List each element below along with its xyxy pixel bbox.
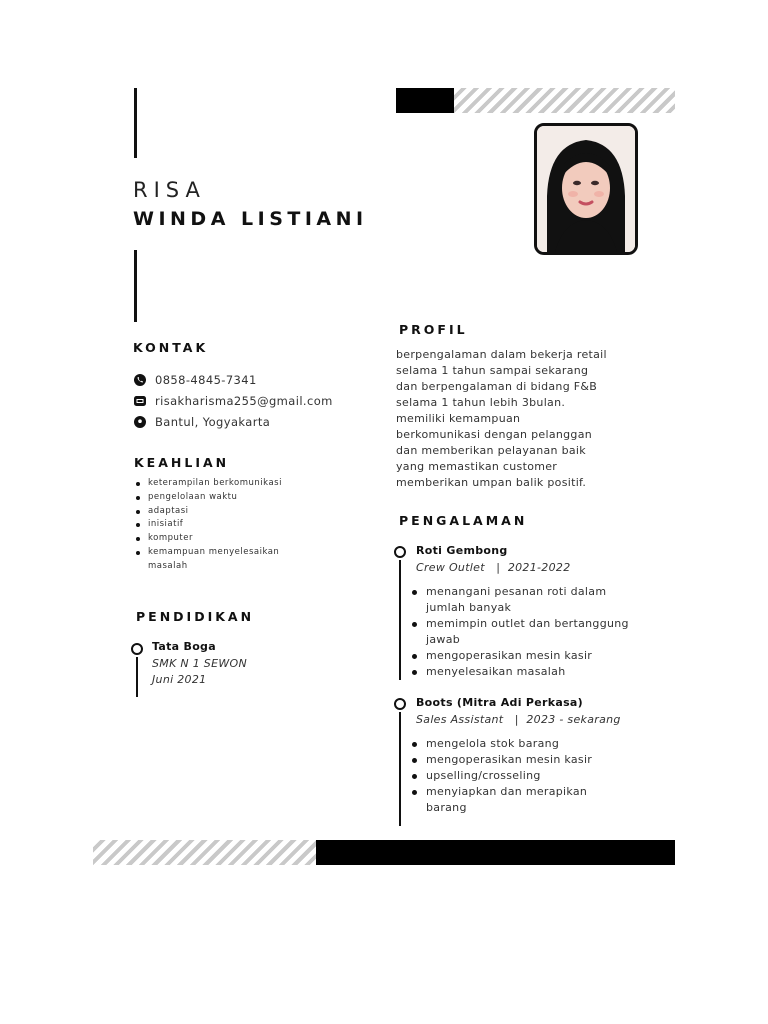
education-date: Juni 2021 — [152, 673, 207, 686]
skill-item: adaptasi — [134, 505, 304, 519]
job-task: menyelesaikan masalah — [411, 664, 631, 680]
email-address: risakharisma255@gmail.com — [155, 393, 333, 408]
job-task-list — [411, 736, 611, 816]
contact-heading: KONTAK — [133, 340, 209, 355]
first-name: RISA — [133, 178, 206, 202]
skill-item: pengelolaan waktu — [134, 491, 304, 505]
education-title: Tata Boga — [152, 640, 216, 653]
skill-item: kemampuan menyelesaikan masalah — [134, 546, 304, 574]
profile-text — [396, 347, 656, 491]
location-pin-icon — [134, 416, 146, 428]
bottom-striped-bar — [93, 840, 316, 865]
portrait-icon — [537, 126, 635, 252]
contact-list — [134, 369, 333, 432]
skills-heading: KEAHLIAN — [134, 455, 230, 470]
job-task: mengoperasikan mesin kasir — [411, 648, 631, 664]
profile-line: selama 1 tahun sampai sekarang — [396, 364, 589, 377]
profile-line: berkomunikasi dengan pelanggan — [396, 428, 593, 441]
skill-item: keterampilan berkomunikasi — [134, 477, 304, 491]
header-line-bottom — [134, 250, 137, 322]
top-black-bar — [396, 88, 454, 113]
education-timeline-line — [136, 657, 138, 697]
phone-number: 0858-4845-7341 — [155, 372, 257, 387]
job-role: Sales Assistant | 2023 - sekarang — [416, 713, 621, 726]
job-task: menyiapkan dan merapikan barang — [411, 784, 611, 816]
profile-line: memberikan umpan balik positif. — [396, 476, 587, 489]
contact-location — [134, 411, 333, 432]
job-role: Crew Outlet | 2021-2022 — [416, 561, 571, 574]
job-timeline-line — [399, 712, 401, 826]
job-company: Roti Gembong — [416, 544, 508, 557]
education-heading: PENDIDIKAN — [136, 609, 255, 624]
job-task-list — [411, 584, 631, 680]
job-timeline-dot — [394, 546, 406, 558]
job-timeline-dot — [394, 698, 406, 710]
job-task: upselling/crosseling — [411, 768, 611, 784]
profile-line: dan berpengalaman di bidang F&B — [396, 380, 598, 393]
education-school: SMK N 1 SEWON — [152, 657, 247, 670]
profile-line: dan memberikan pelayanan baik — [396, 444, 586, 457]
skill-item: komputer — [134, 532, 304, 546]
profile-line: yang memastikan customer — [396, 460, 558, 473]
profile-heading: PROFIL — [399, 322, 468, 337]
last-name: WINDA LISTIANI — [133, 208, 368, 230]
job-timeline-line — [399, 560, 401, 680]
experience-heading: PENGALAMAN — [399, 513, 528, 528]
location-text: Bantul, Yogyakarta — [155, 414, 271, 429]
contact-email — [134, 390, 333, 411]
job-task: mengoperasikan mesin kasir — [411, 752, 611, 768]
top-striped-bar — [454, 88, 675, 113]
bottom-black-bar — [316, 840, 675, 865]
header-line-top — [134, 88, 137, 158]
profile-line: selama 1 tahun lebih 3bulan. — [396, 396, 566, 409]
profile-line: memiliki kemampuan — [396, 412, 521, 425]
profile-photo — [534, 123, 638, 255]
phone-icon — [134, 374, 146, 386]
skills-list — [134, 477, 304, 574]
job-task: menangani pesanan roti dalam jumlah banyak — [411, 584, 631, 616]
job-task: mengelola stok barang — [411, 736, 611, 752]
email-icon — [134, 395, 146, 407]
education-timeline-dot — [131, 643, 143, 655]
job-company: Boots (Mitra Adi Perkasa) — [416, 696, 583, 709]
job-task: memimpin outlet dan bertanggung jawab — [411, 616, 631, 648]
profile-line: berpengalaman dalam bekerja retail — [396, 348, 607, 361]
skill-item: inisiatif — [134, 518, 304, 532]
contact-phone — [134, 369, 333, 390]
